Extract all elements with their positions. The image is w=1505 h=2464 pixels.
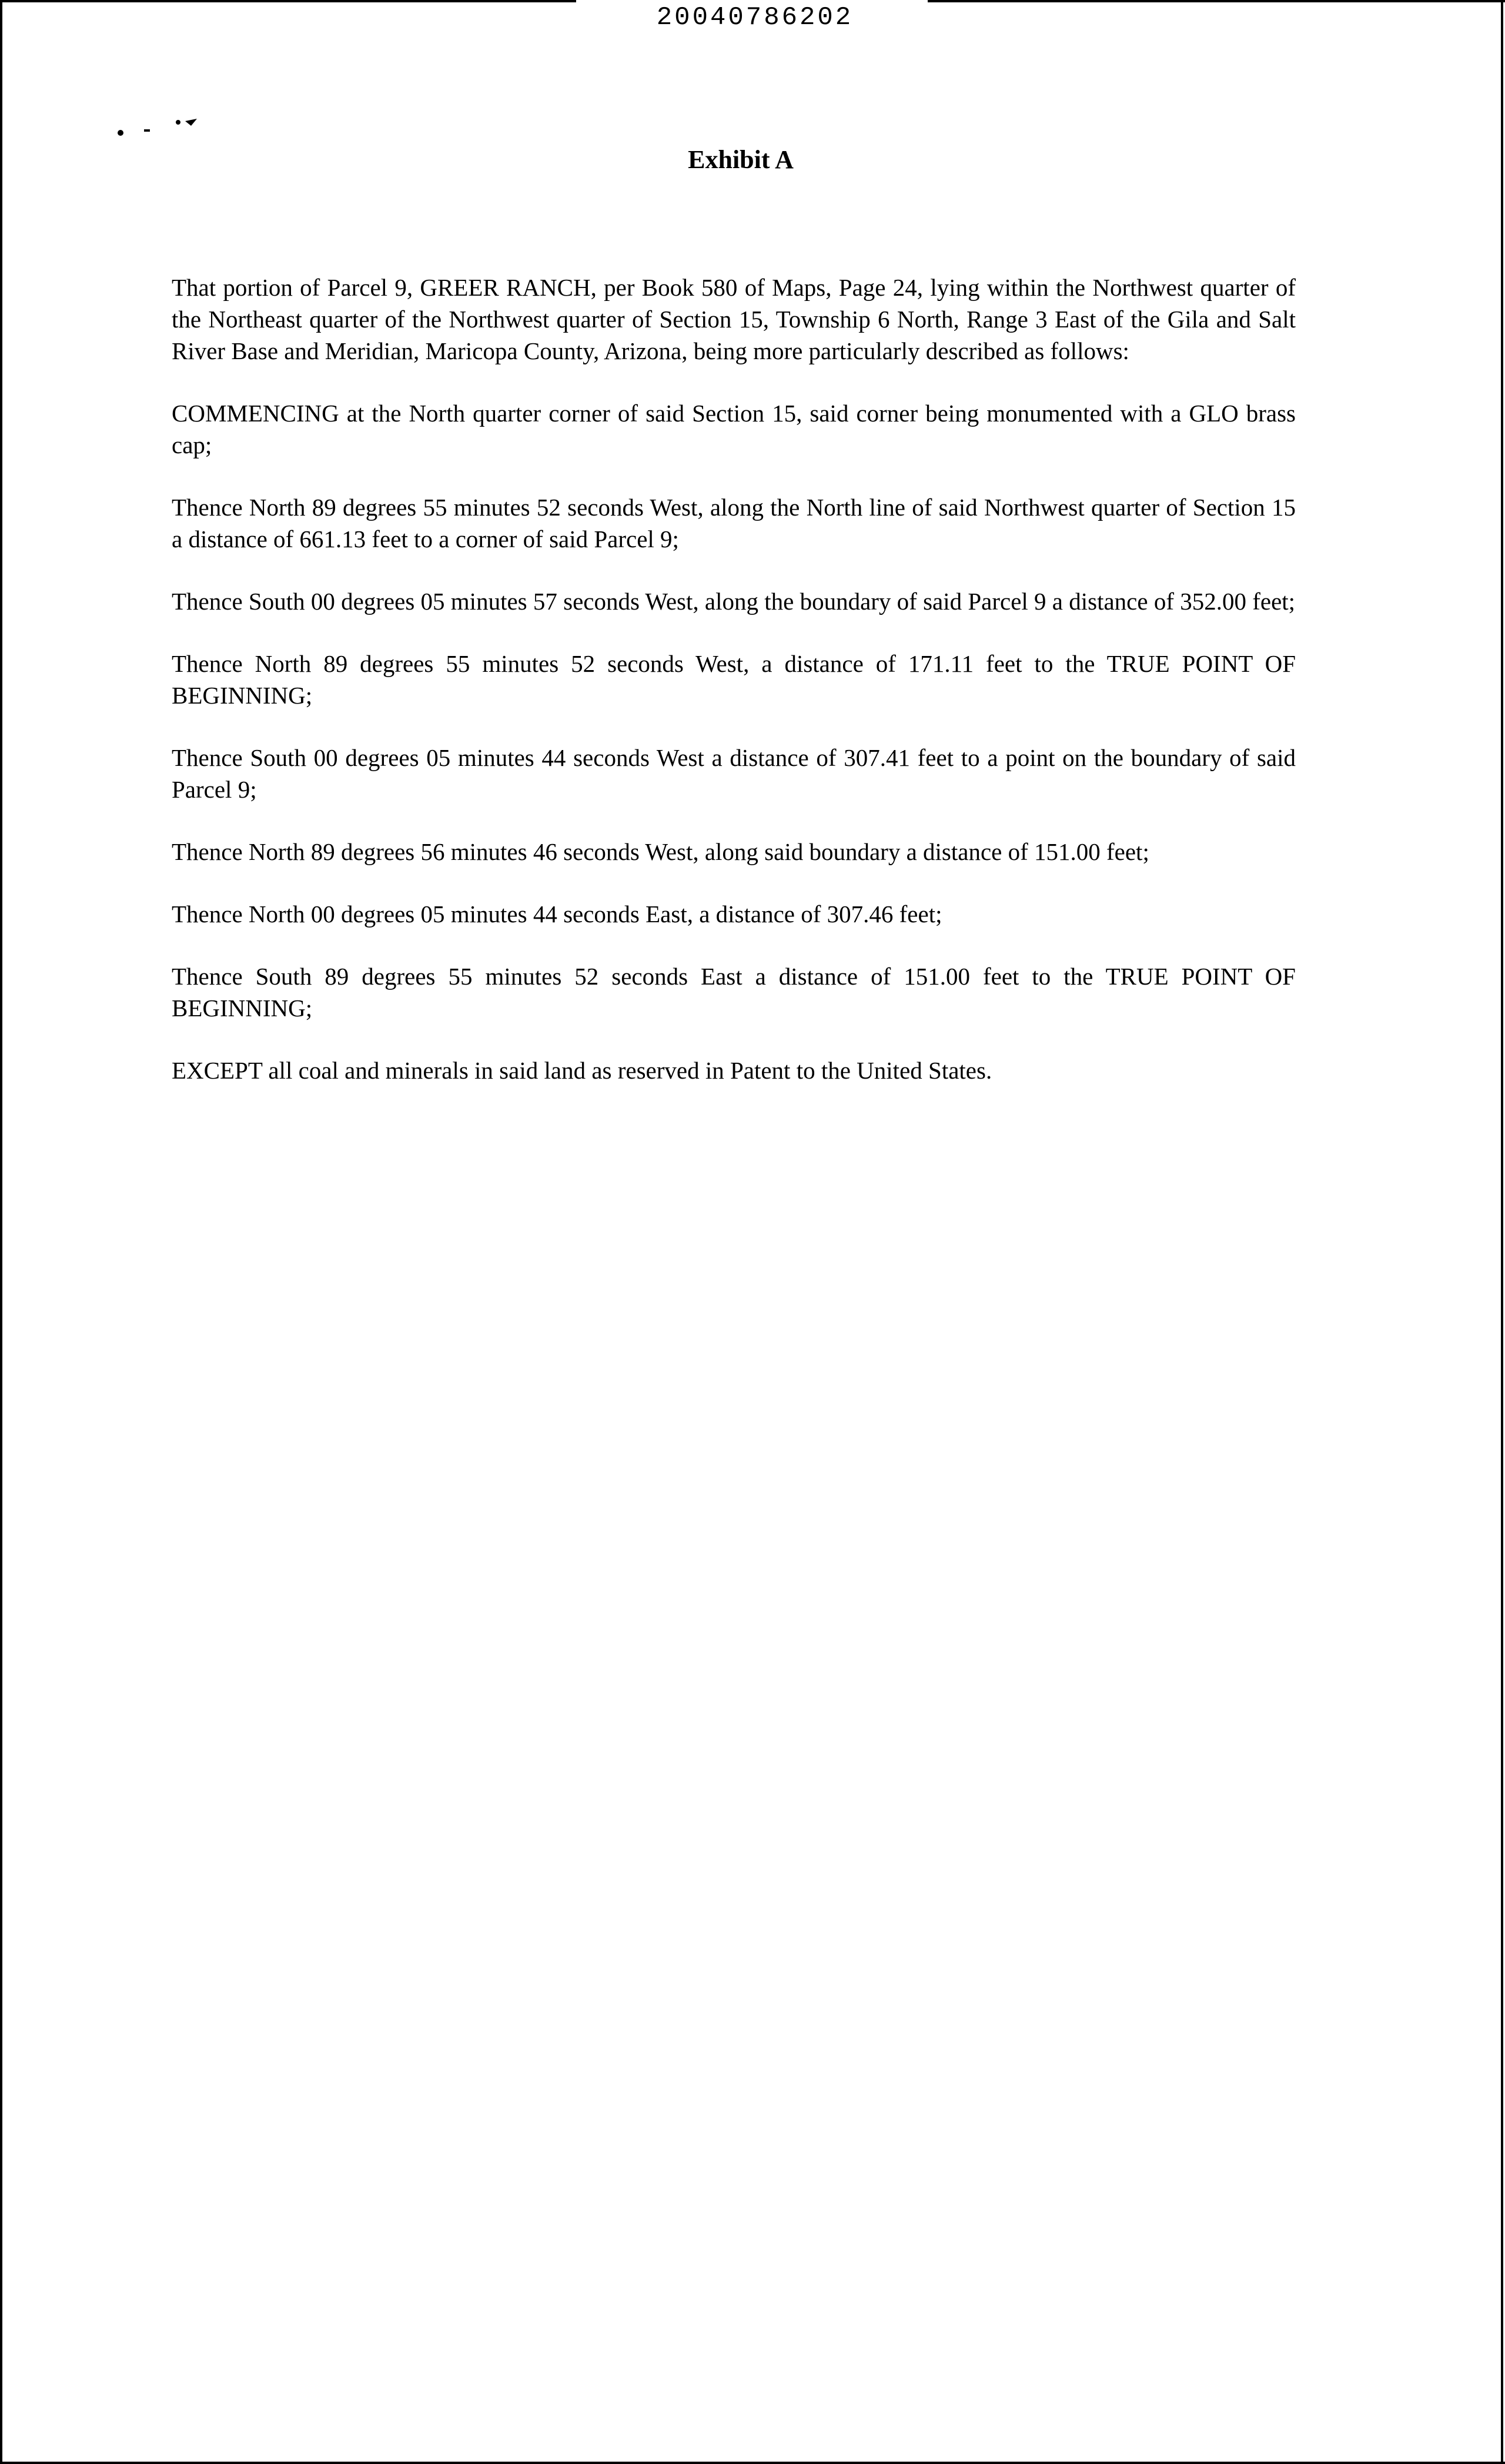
paragraph-course-3: Thence North 89 degrees 55 minutes 52 seconds West, a distance of 171.11 feet to the TRUE POINT OF BEGINNING; xyxy=(172,650,1296,709)
paragraph-course-7: Thence South 89 degrees 55 minutes 52 seconds East a distance of 151.00 feet to the TRUE POINT OF BEGINNING; xyxy=(172,963,1296,1022)
top-border-right xyxy=(928,0,1505,2)
paragraph-course-6: Thence North 00 degrees 05 minutes 44 seconds East, a distance of 307.46 feet; xyxy=(172,900,942,928)
paragraph-course-1: Thence North 89 degrees 55 minutes 52 seconds West, along the North line of said Northwest quarter of Section 15 a distance of 661.13 feet to a corner of said Parcel 9; xyxy=(172,494,1296,553)
right-border xyxy=(1501,0,1503,2464)
paragraph-course-4: Thence South 00 degrees 05 minutes 44 seconds West a distance of 307.41 feet to a point on the boundary of said Parcel 9; xyxy=(172,744,1296,803)
paragraph-exception: EXCEPT all coal and minerals in said land as reserved in Patent to the United States. xyxy=(172,1057,992,1084)
legal-description xyxy=(172,272,1296,1117)
paragraph-course-2: Thence South 00 degrees 05 minutes 57 seconds West, along the boundary of said Parcel 9 a distance of 352.00 feet; xyxy=(172,588,1296,615)
exhibit-title: Exhibit A xyxy=(688,145,794,174)
paragraph-intro: That portion of Parcel 9, GREER RANCH, per Book 580 of Maps, Page 24, lying within the Northwest quarter of the Northeast quarter of the Northwest quarter of Section 15, Township 6 North, Range 3 East of the Gila and Salt River Base and Meridian, Maricopa County, Arizona, being more particularly described as follows: xyxy=(172,274,1296,364)
paragraph-course-5: Thence North 89 degrees 56 minutes 46 seconds West, along said boundary a distance of 151.00 feet; xyxy=(172,838,1149,865)
bottom-border xyxy=(0,2462,1505,2464)
top-border-left xyxy=(0,0,576,2)
left-border xyxy=(0,0,2,2464)
scan-artifact-mark xyxy=(103,106,220,141)
document-number: 20040786202 xyxy=(656,3,854,32)
paragraph-commencing: COMMENCING at the North quarter corner of said Section 15, said corner being monumented with a GLO brass cap; xyxy=(172,400,1296,458)
